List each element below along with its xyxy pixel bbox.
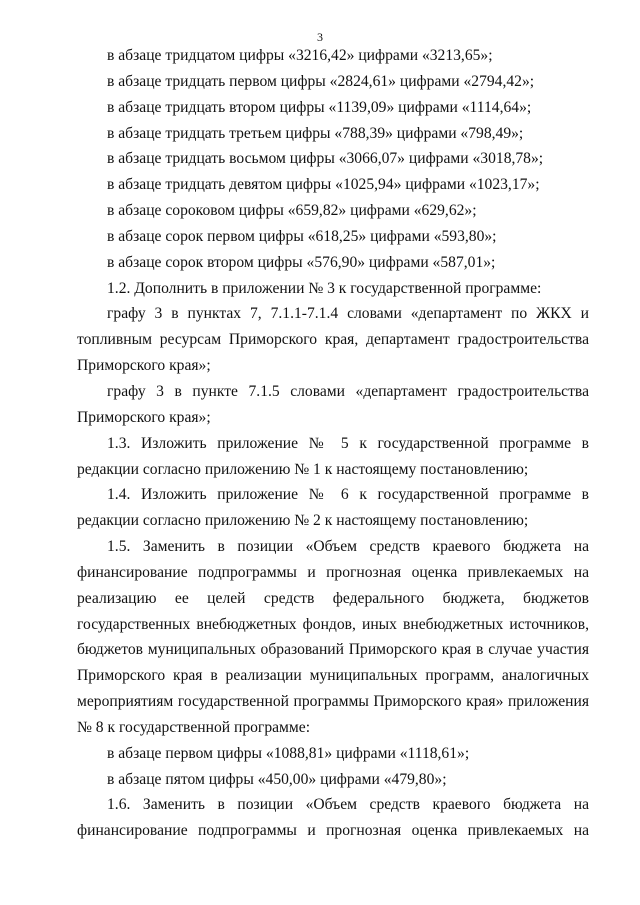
paragraph-amendment-fifth: в абзаце пятом цифры «450,00» цифрами «479,80»; [107, 770, 447, 788]
paragraph-amendment-40: в абзаце сороковом цифры «659,82» цифрами «629,62»; [107, 202, 477, 220]
paragraph-item-1-2: 1.2. Дополнить в приложении № 3 к государственной программе: [107, 279, 542, 297]
paragraph-amendment-41: в абзаце сорок первом цифры «618,25» цифрами «593,80»; [107, 227, 497, 245]
paragraph-column-3-item-7-1-5: графу 3 в пункте 7.1.5 словами «департамент градостроительства Приморского края»; [77, 382, 589, 426]
paragraph-amendment-30: в абзаце тридцатом цифры «3216,42» цифрами «3213,65»; [107, 47, 493, 64]
paragraph-amendment-first: в абзаце первом цифры «1088,81» цифрами «1118,61»; [107, 744, 470, 762]
paragraph-item-1-5: 1.5. Заменить в позиции «Объем средств краевого бюджета на финансирование подпрограммы и прогнозная оценка привлекаемых на реализацию ее целей средств федерального бюджета, бюджетов государственных внебюджетных фондов, иных внебюджетных источников, бюджетов муниципальных образований Приморского края в случае участия Приморского края в реализации муниципальных программ, аналогичных мероприятиям государственной программы Приморского края» приложения № 8 к государственной программе: [77, 538, 589, 736]
paragraph-amendment-33: в абзаце тридцать третьем цифры «788,39» цифрами «798,49»; [107, 124, 524, 142]
page-number: 3 [317, 30, 323, 44]
paragraph-item-1-4: 1.4. Изложить приложение № 6 к государственной программе в редакции согласно приложению № 2 к настоящему постановлению; [77, 486, 589, 530]
paragraph-column-3-items-7: графу 3 в пунктах 7, 7.1.1-7.1.4 словами «департамент по ЖКХ и топливным ресурсам Приморского края, департамент градостроительства Приморского края»; [77, 305, 589, 375]
paragraph-item-1-3: 1.3. Изложить приложение № 5 к государственной программе в редакции согласно приложению № 1 к настоящему постановлению; [77, 434, 589, 478]
paragraph-amendment-39: в абзаце тридцать девятом цифры «1025,94» цифрами «1023,17»; [107, 176, 540, 194]
paragraph-item-1-6: 1.6. Заменить в позиции «Объем средств краевого бюджета на финансирование подпрограммы и прогнозная оценка привлекаемых на [77, 796, 589, 840]
paragraph-amendment-42: в абзаце сорок втором цифры «576,90» цифрами «587,01»; [107, 253, 496, 271]
document-body [77, 43, 589, 844]
paragraph-amendment-38: в абзаце тридцать восьмом цифры «3066,07» цифрами «3018,78»; [107, 150, 544, 168]
paragraph-amendment-31: в абзаце тридцать первом цифры «2824,61» цифрами «2794,42»; [107, 72, 535, 90]
paragraph-amendment-32: в абзаце тридцать втором цифры «1139,09» цифрами «1114,64»; [107, 98, 532, 116]
